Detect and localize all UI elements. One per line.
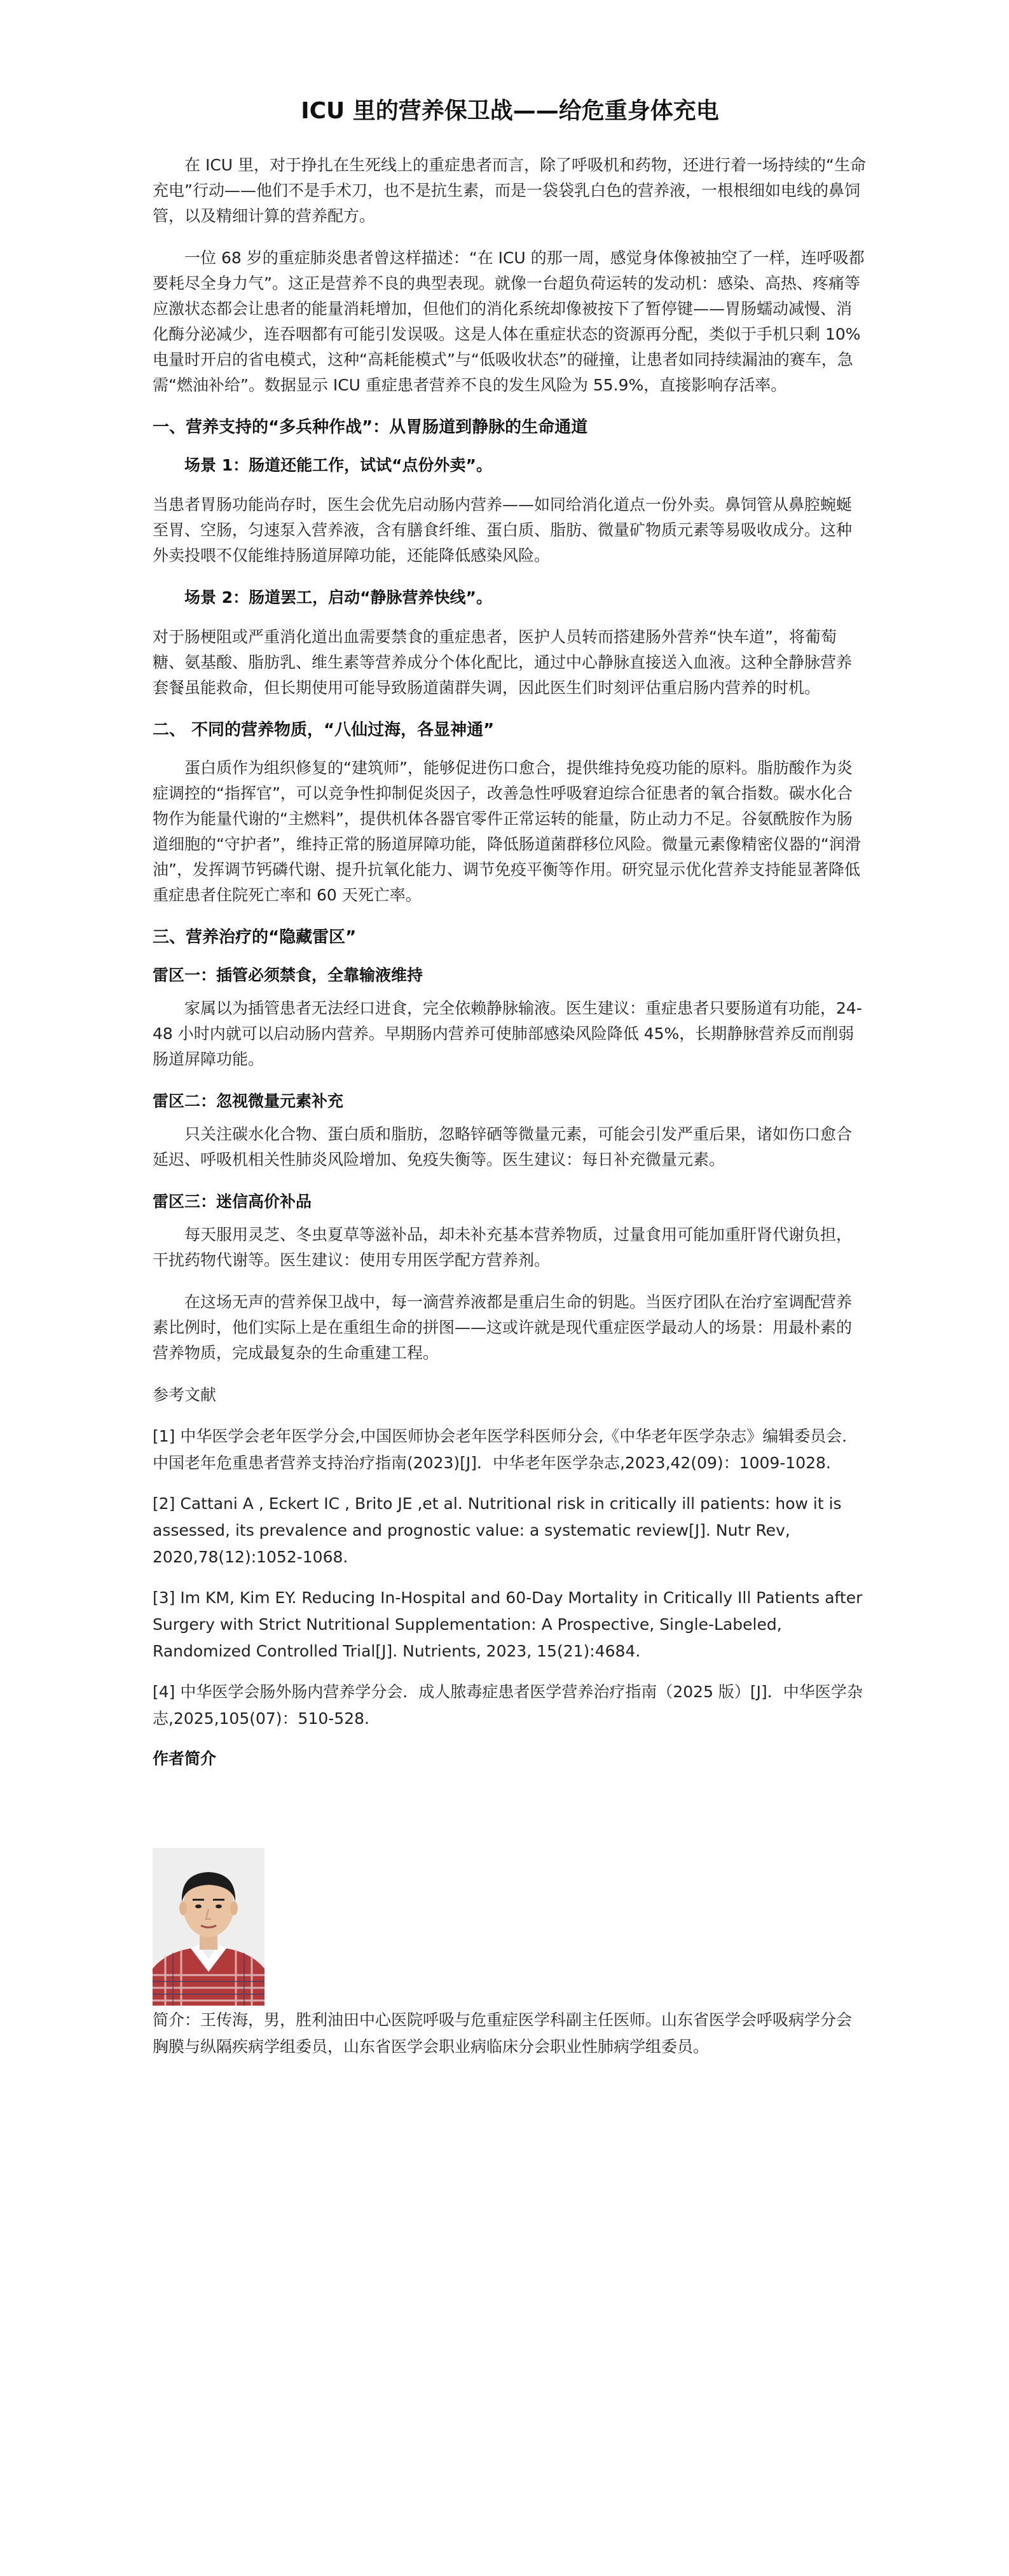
scene-heading-2: 场景 2：肠道罢工，启动“静脉营养快线”。: [184, 588, 492, 607]
section-heading-3: 三、营养治疗的“隐藏雷区”: [153, 928, 357, 947]
references-heading: 参考文献: [153, 1386, 217, 1404]
trap-text-1: 家属以为插管患者无法经口进食，完全依赖静脉输液。医生建议：重症患者只要肠道有功能，24-48 小时内就可以启动肠内营养。早期肠内营养可使肺部感染风险降低 45%，长期静脉营养反而削弱肠道屏障功能。: [153, 999, 862, 1068]
author-photo: [153, 1848, 264, 2006]
reference-item: [1] 中华医学会老年医学分会,中国医师协会老年医学科医师分会,《中华老年医学杂志》编辑委员会．中国老年危重患者营养支持治疗指南(2023)[J]．中华老年医学杂志,2023,42(09)：1009-1028.: [153, 1427, 858, 1472]
trap-text-3: 每天服用灵芝、冬虫夏草等滋补品，却未补充基本营养物质，过量食用可能加重肝肾代谢负担，干扰药物代谢等。医生建议：使用专用医学配方营养剂。: [153, 1225, 853, 1269]
scene-text-1: 当患者胃肠功能尚存时，医生会优先启动肠内营养——如同给消化道点一份外卖。鼻饲管从鼻腔蜿蜒至胃、空肠，匀速泵入营养液，含有膳食纤维、蛋白质、脂肪、微量矿物质元素等易吸收成分。这种外卖投喂不仅能维持肠道屏障功能，还能降低感染风险。: [153, 495, 853, 565]
reference-item: [3] Im KM, Kim EY. Reducing In-Hospital and 60-Day Mortality in Critically Ill Patients after Surgery with Strict Nutritional Supplementation: A Prospective, Single-Labeled, Randomized Controlled Trial[J]. Nutrients, 2023, 15(21):4684.: [153, 1588, 863, 1660]
trap-text-2: 只关注碳水化合物、蛋白质和脂肪，忽略锌硒等微量元素，可能会引发严重后果，诸如伤口愈合延迟、呼吸机相关性肺炎风险增加、免疫失衡等。医生建议：每日补充微量元素。: [153, 1125, 853, 1169]
closing-paragraph: 在这场无声的营养保卫战中，每一滴营养液都是重启生命的钥匙。当医疗团队在治疗室调配营养素比例时，他们实际上是在重组生命的拼图——这或许就是现代重症医学最动人的场景：用最朴素的营养物质，完成最复杂的生命重建工程。: [153, 1293, 853, 1362]
section-2-text: 蛋白质作为组织修复的“建筑师”，能够促进伤口愈合，提供维持免疫功能的原料。脂肪酸作为炎症调控的“指挥官”，可以竞争性抑制促炎因子，改善急性呼吸窘迫综合征患者的氧合指数。碳水化合物作为能量代谢的“主燃料”，提供机体各器官零件正常运转的能量，防止动力不足。谷氨酰胺作为肠道细胞的“守护者”，维持正常的肠道屏障功能，降低肠道菌群移位风险。微量元素像精密仪器的“润滑油”，发挥调节钙磷代谢、提升抗氧化能力、调节免疫平衡等作用。研究显示优化营养支持能显著降低重症患者住院死亡率和 60 天死亡率。: [153, 759, 861, 904]
intro-paragraph-2: 一位 68 岁的重症肺炎患者曾这样描述：“在 ICU 的那一周，感觉身体像被抽空了一样，连呼吸都要耗尽全身力气”。这正是营养不良的典型表现。就像一台超负荷运转的发动机：感染、高热、疼痛等应激状态都会让患者的能量消耗增加，但他们的消化系统却像被按下了暂停键——胃肠蠕动减慢、消化酶分泌减少，连吞咽都有可能引发误吸。这是人体在重症状态的资源再分配，类似于手机只剩 10%电量时开启的省电模式，这种“高耗能模式”与“低吸收状态”的碰撞，让患者如同持续漏油的赛车，急需“燃油补给”。数据显示 ICU 重症患者营养不良的发生风险为 55.9%，直接影响存活率。: [153, 249, 865, 394]
reference-item: [2] Cattani A , Eckert IC , Brito JE ,et al. Nutritional risk in critically ill patients: how it is assessed, its prevalence and prognostic value: a systematic review[J]. Nutr Rev, 2020,78(12):1052-1068.: [153, 1494, 842, 1566]
author-heading: 作者简介: [153, 1749, 217, 1768]
scene-heading-1: 场景 1：肠道还能工作，试试“点份外卖”。: [184, 456, 492, 474]
trap-heading-2: 雷区二：忽视微量元素补充: [153, 1092, 344, 1110]
section-heading-2: 二、 不同的营养物质，“八仙过海，各显神通”: [153, 720, 495, 740]
trap-heading-1: 雷区一：插管必须禁食，全靠输液维持: [153, 966, 423, 984]
reference-item: [4] 中华医学会肠外肠内营养学分会．成人脓毒症患者医学营养治疗指南（2025 版）[J]．中华医学杂志,2025,105(07)：510-528.: [153, 1683, 863, 1728]
trap-heading-3: 雷区三：迷信高价补品: [153, 1192, 312, 1211]
page-title: ICU 里的营养保卫战——给危重身体充电: [301, 98, 719, 124]
section-heading-1: 一、营养支持的“多兵种作战”：从胃肠道到静脉的生命通道: [153, 418, 588, 437]
author-bio: 简介：王传海，男，胜利油田中心医院呼吸与危重症医学科副主任医师。山东省医学会呼吸病学分会胸膜与纵隔疾病学组委员，山东省医学会职业病临床分会职业性肺病学组委员。: [153, 2011, 853, 2056]
intro-paragraph-1: 在 ICU 里，对于挣扎在生死线上的重症患者而言，除了呼吸机和药物，还进行着一场持续的“生命充电”行动——他们不是手术刀，也不是抗生素，而是一袋袋乳白色的营养液，一根根细如电线的鼻饲管，以及精细计算的营养配方。: [153, 156, 866, 225]
scene-text-2: 对于肠梗阻或严重消化道出血需要禁食的重症患者，医护人员转而搭建肠外营养“快车道”，将葡萄糖、氨基酸、脂肪乳、维生素等营养成分个体化配比，通过中心静脉直接送入血液。这种全静脉营养套餐虽能救命，但长期使用可能导致肠道菌群失调，因此医生们时刻评估重启肠内营养的时机。: [153, 628, 853, 697]
article: [153, 95, 867, 2060]
